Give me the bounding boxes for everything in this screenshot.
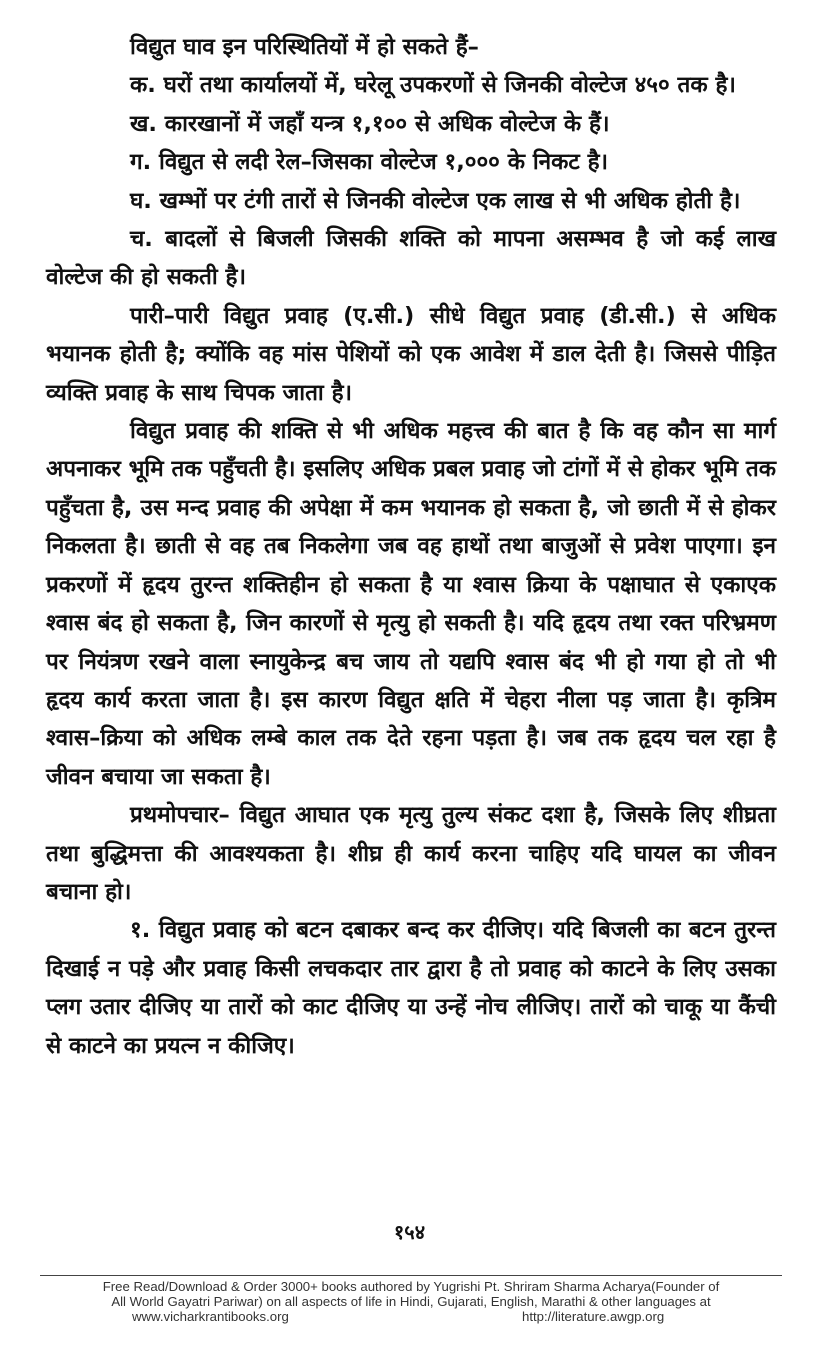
footer: [40, 1279, 782, 1324]
page-number: १५४: [393, 1220, 426, 1244]
list-item-kha: ख. कारखानों में जहाँ यन्त्र १,१०० से अधिक वोल्टेज के हैं।: [130, 110, 610, 137]
list-item-gha: घ. खम्भों पर टंगी तारों से जिनकी वोल्टेज एक लाख से भी अधिक होती है।: [130, 187, 741, 214]
paragraph-first-aid: प्रथमोपचार– विद्युत आघात एक मृत्यु तुल्य संकट दशा है, जिसके लिए शीघ्रता तथा बुद्धिमत्ता की आवश्यकता है। शीघ्र ही कार्य करना चाहिए यदि घायल का जीवन बचाना हो।: [46, 802, 776, 905]
list-item-ka: क. घरों तथा कार्यालयों में, घरेलू उपकरणों से जिनकी वोल्टेज ४५० तक है।: [130, 72, 736, 99]
list-item-ga: ग. विद्युत से लदी रेल–जिसका वोल्टेज १,००० के निकट है।: [130, 149, 609, 176]
list-item-cha: च. बादलों से बिजली जिसकी शक्ति को मापना असम्भव है जो कई लाख वोल्टेज की हो सकती है।: [46, 226, 776, 291]
paragraph-step-1: १. विद्युत प्रवाह को बटन दबाकर बन्द कर दीजिए। यदि बिजली का बटन तुरन्त दिखाई न पड़े और प्रवाह किसी लचकदार तार द्वारा है तो प्रवाह को काटने के लिए उसका प्लग उतार दीजिए या तारों को काट दीजिए या उन्हें नोच लीजिए। तारों को चाकू या कैंची से काटने का प्रयत्न न कीजिए।: [46, 917, 776, 1059]
footer-divider: [40, 1275, 782, 1276]
footer-link-vicharkranti[interactable]: www.vicharkrantibooks.org: [132, 1309, 289, 1324]
paragraph-current-path: विद्युत प्रवाह की शक्ति से भी अधिक महत्त्व की बात है कि वह कौन सा मार्ग अपनाकर भूमि तक पहुँचती है। इसलिए अधिक प्रबल प्रवाह जो टांगों में से होकर भूमि तक पहुँचता है, उस मन्द प्रवाह की अपेक्षा में कम भयानक हो सकता है, जो छाती में से होकर निकलता है। छाती से वह तब निकलेगा जब वह हाथों तथा बाजुओं से प्रवेश पाएगा। इन प्रकरणों में हृदय तुरन्त शक्तिहीन हो सकता है या श्वास क्रिया के पक्षाघात से एकाएक श्वास बंद हो सकता है, जिन कारणों से मृत्यु हो सकती है। यदि हृदय तथा रक्त परिभ्रमण पर नियंत्रण रखने वाला स्नायुकेन्द्र बच जाय तो यद्यपि श्वास बंद भी हो गया हो तो भी हृदय कार्य करता जाता है। इस कारण विद्युत क्षति में चेहरा नीला पड़ जाता है। कृत्रिम श्वास–क्रिया को अधिक लम्बे काल तक देते रहना पड़ता है। जब तक हृदय चल रहा है जीवन बचाया जा सकता है।: [46, 418, 776, 790]
footer-line-2: All World Gayatri Pariwar) on all aspects of life in Hindi, Gujarati, English, Marathi & other languages at: [111, 1294, 711, 1309]
paragraph-ac-dc: पारी–पारी विद्युत प्रवाह (ए.सी.) सीधे विद्युत प्रवाह (डी.सी.) से अधिक भयानक होती है; क्योंकि वह मांस पेशियों को एक आवेश में डाल देती है। जिससे पीड़ित व्यक्ति प्रवाह के साथ चिपक जाता है।: [46, 302, 776, 406]
paragraph-intro: विद्युत घाव इन परिस्थितियों में हो सकते हैं–: [130, 34, 479, 60]
footer-link-awgp[interactable]: http://literature.awgp.org: [522, 1309, 665, 1324]
body-text: [46, 28, 776, 1065]
footer-links: [40, 1309, 782, 1324]
footer-line-1: Free Read/Download & Order 3000+ books authored by Yugrishi Pt. Shriram Sharma Acharya(Founder of: [102, 1279, 720, 1294]
